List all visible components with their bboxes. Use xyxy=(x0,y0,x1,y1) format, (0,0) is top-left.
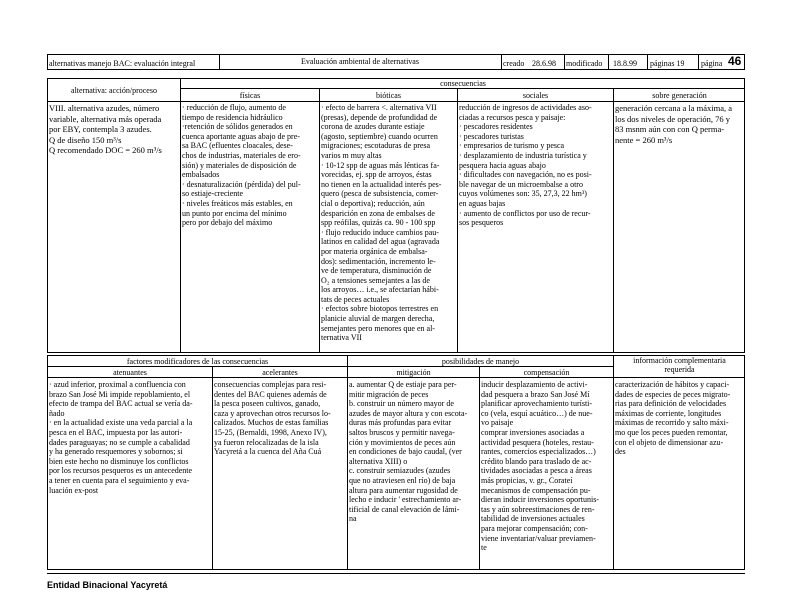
page-label: página xyxy=(701,59,723,68)
generation-header: sobre generación xyxy=(652,91,707,100)
social-header: sociales xyxy=(522,91,549,100)
compensation-options: inducir desplazamiento de activi- dad pesquera a brazo San José Mí planificar aprovechamiento turísti- co (vela, esquí acuático…) de nue- vo paisaje comprar inversiones asociadas a actividad pesquera (hoteles, restau- rantes, comercios especializados…) crédito blando para traslado de ac- tividades asociadas a pesca a áreas más propicias, v. gr., Corateí mecanismos de compensación pu- dieran inducir inversiones oportunis- tas y aún sobreestimaciones de ren- tabilidad de inversiones actuales para mejorar compensación; con- viene inventariar/valuar previamen- te xyxy=(481,380,599,553)
compensation-header: compensación xyxy=(523,368,570,377)
alternative-column-header: alternativa: acción/proceso xyxy=(71,86,157,95)
footer-organization: Entidad Binacional Yacyretá xyxy=(47,580,168,590)
accelerating-factors: consecuencias complejas para resi- dentes del BAC quienes además de la pesca poseen cultivos, ganado, caza y aprovechan otros recursos lo- calizados. Muchos de estas familias 15-25, (Bernaldi, 1998, Anexo IV), ya fueron relocalizadas de la isla Yacyretá a la cuenca del Aña Cuá xyxy=(214,380,331,457)
required-information: caracterización de hábitos y capaci- dades de especies de peces migrato- rias para definición de velocidades máximas de corriente, longitudes máximas de recorrido y salto máxi- mo que los peces pueden remontar, con el objeto de dimensionar azu- des xyxy=(615,380,731,457)
physical-header: físicas xyxy=(239,91,261,100)
biotic-header: bióticas xyxy=(376,91,401,100)
social-consequences: reducción de ingresos de actividades aso- ciadas a recursos pesca y paisaje: · pescadores residentes · pescadores turistas · empresarios de turismo y pesca · desplazamiento de industria turística y pesquera hacia aguas abajo · dificultades con navegación, no es posi- ble navegar de un microembalse a otro cuyos volúmenes son: 35, 27,3, 22 hm³) en aguas bajas · aumento de conflictos por uso de recur- sos pesqueros xyxy=(459,103,592,228)
page-title: Evaluación ambiental de alternativas xyxy=(301,57,419,66)
footer-divider xyxy=(47,573,745,574)
alternative-description: VIII. alternativa azudes, número variable, alternativa más operada por EBY, contempla 3 azudes. Q de diseño 150 m³/s Q recomendado DOC = 260 m³/s xyxy=(49,103,162,155)
modified-date: 18.8.99 xyxy=(613,59,637,68)
page-count: páginas 19 xyxy=(650,59,685,68)
modified-label: modificado xyxy=(566,59,603,68)
additional-info-header: información complementaria requerida xyxy=(633,356,726,374)
mitigation-options: a. aumentar Q de estiaje para per- mitir migración de peces b. construir un número mayor de azudes de mayor altura y con escota- duras más profundas para evitar saltos bruscos y permitir navega- ción y movimientos de peces aún en condiciones de bajo caudal, (ver alternativa XIII) o c. construir semiazudes (azudes que no atraviesen enl río) de baja altura para aumentar rugosidad de lecho e inducir ' estrechamiento ar- tificial de canal elevación de lámi- na xyxy=(349,380,468,524)
management-header: posibilidades de manejo xyxy=(441,357,520,366)
modifiers-header: factores modificadores de las consecuencias xyxy=(126,357,269,366)
created-date: 28.6.98 xyxy=(532,59,556,68)
mitigation-header: mitigación xyxy=(396,368,431,377)
accelerating-header: acelerantes xyxy=(262,368,298,377)
consequences-header: consecuencias xyxy=(440,79,486,88)
mitigating-factors: · azud inferior, proximal a confluencia con brazo San José Mi impide repoblamiento, el efecto de trampa del BAC actual se vería da- ñado · en la actualidad existe una veda parcial a la pesca en el BAC, impuesta por las autori- dades paraguayas; no se cumple a cabalidad y ha generado resquemores y sobornos; si bien este hecho no disminuye los conflictos por los recursos pesqueros es un antecedente a tener en cuenta para el seguimiento y eva- luación ex-post xyxy=(49,380,193,495)
mitigating-header: atenuantes xyxy=(113,368,147,377)
biotic-consequences: · efecto de barrera <. alternativa VII (presas), depende de profundidad de corona de azudes durante estiaje (agosto, septiembre) cuando ocurren migraciones; escotaduras de presa varios m muy altas · 10-12 spp de aguas más lénticas fa- vorecidas, ej. spp de arroyos, éstas no tienen en la actualidad interés pes- quero (pesca de subsistencia, comer- cial o deportiva); reducción, aún desparición en zona de embalses de spp reófilas, quizás ca. 90 - 100 spp · flujo reducido induce cambios pau- latinos en calidad del agua (agravada por materia orgánica de embalsa- dos): sedimentación, incremento le- ve de temperatura, disminución de O₂ a tensiones semejantes a las de los arroyos… i.e., se afectarían hábi- tats de peces actuales · efectos sobre biotopos terrestres en planicie aluvial de margen derecha, semejantes pero menores que en al- ternativa VII xyxy=(321,103,442,343)
physical-consequences: · reducción de flujo, aumento de tiempo de residencia hidráulico ·retención de sólidos generados en cuenca aportante aguas abajo de pre- sa BAC (efluentes cloacales, dese- chos de industrias, materiales de ero- sión) y materiales de disposición de embalsados · desnaturalización (pérdida) del pul- so estiaje-creciente · niveles freáticos más estables, en un punto por encima del mínimo pero por debajo del máximo xyxy=(182,103,301,228)
document-name: alternativas manejo BAC: evaluación integral xyxy=(49,59,196,68)
created-label: creado xyxy=(503,59,525,68)
generation-consequences: generación cercana a la máxima, a los dos niveles de operación, 76 y 83 msnm aún con con Q perma- nente = 260 m³/s xyxy=(615,103,733,145)
page-number: 46 xyxy=(728,55,742,67)
